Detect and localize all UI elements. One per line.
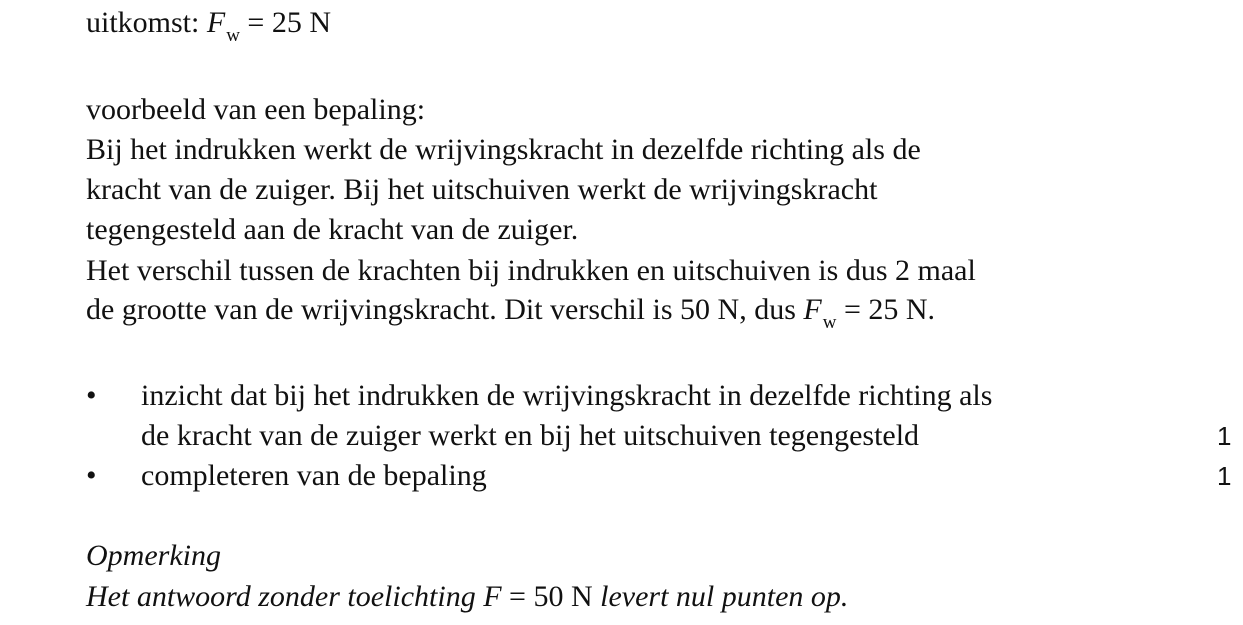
force-symbol: F [803,293,822,326]
example-line-5-value: = 25 N. [836,293,936,326]
criterion-2-line-1: completeren van de bepaling [141,459,487,492]
criterion-1-line-1: inzicht dat bij het indrukken de wrijvingskracht in dezelfde richting als [141,379,993,412]
example-line-5 [86,293,936,333]
force-symbol: F [483,580,502,613]
criterion-2-points: 1 [1217,461,1232,491]
force-symbol: F [206,6,226,39]
remark-before: Het antwoord zonder toelichting [86,580,484,613]
force-subscript: w [822,312,837,333]
remark-text [86,580,848,614]
remark-heading: Opmerking [86,539,221,572]
outcome-value: = 25 N [239,6,332,39]
example-line-3: tegengesteld aan de kracht van de zuiger. [86,213,579,246]
outcome-line [86,6,332,46]
criterion-1-line-2: de kracht van de zuiger werkt en bij het uitschuiven tegengesteld [141,419,920,452]
outcome-label: uitkomst: [86,6,200,39]
example-line-4: Het verschil tussen de krachten bij indrukken en uitschuiven is dus 2 maal [86,254,976,287]
example-heading: voorbeeld van een bepaling: [86,93,426,126]
force-subscript: w [226,25,240,46]
bullet-1: • [86,379,97,412]
criterion-1-points: 1 [1217,421,1232,451]
remark-after: levert nul punten op. [600,580,849,613]
example-line-1: Bij het indrukken werkt de wrijvingskracht in dezelfde richting als de [86,133,921,166]
example-line-2: kracht van de zuiger. Bij het uitschuiven werkt de wrijvingskracht [86,173,878,206]
example-line-5-text: de grootte van de wrijvingskracht. Dit verschil is 50 N, dus [86,293,804,326]
bullet-2: • [86,459,97,492]
remark-value: = 50 N [501,580,601,613]
